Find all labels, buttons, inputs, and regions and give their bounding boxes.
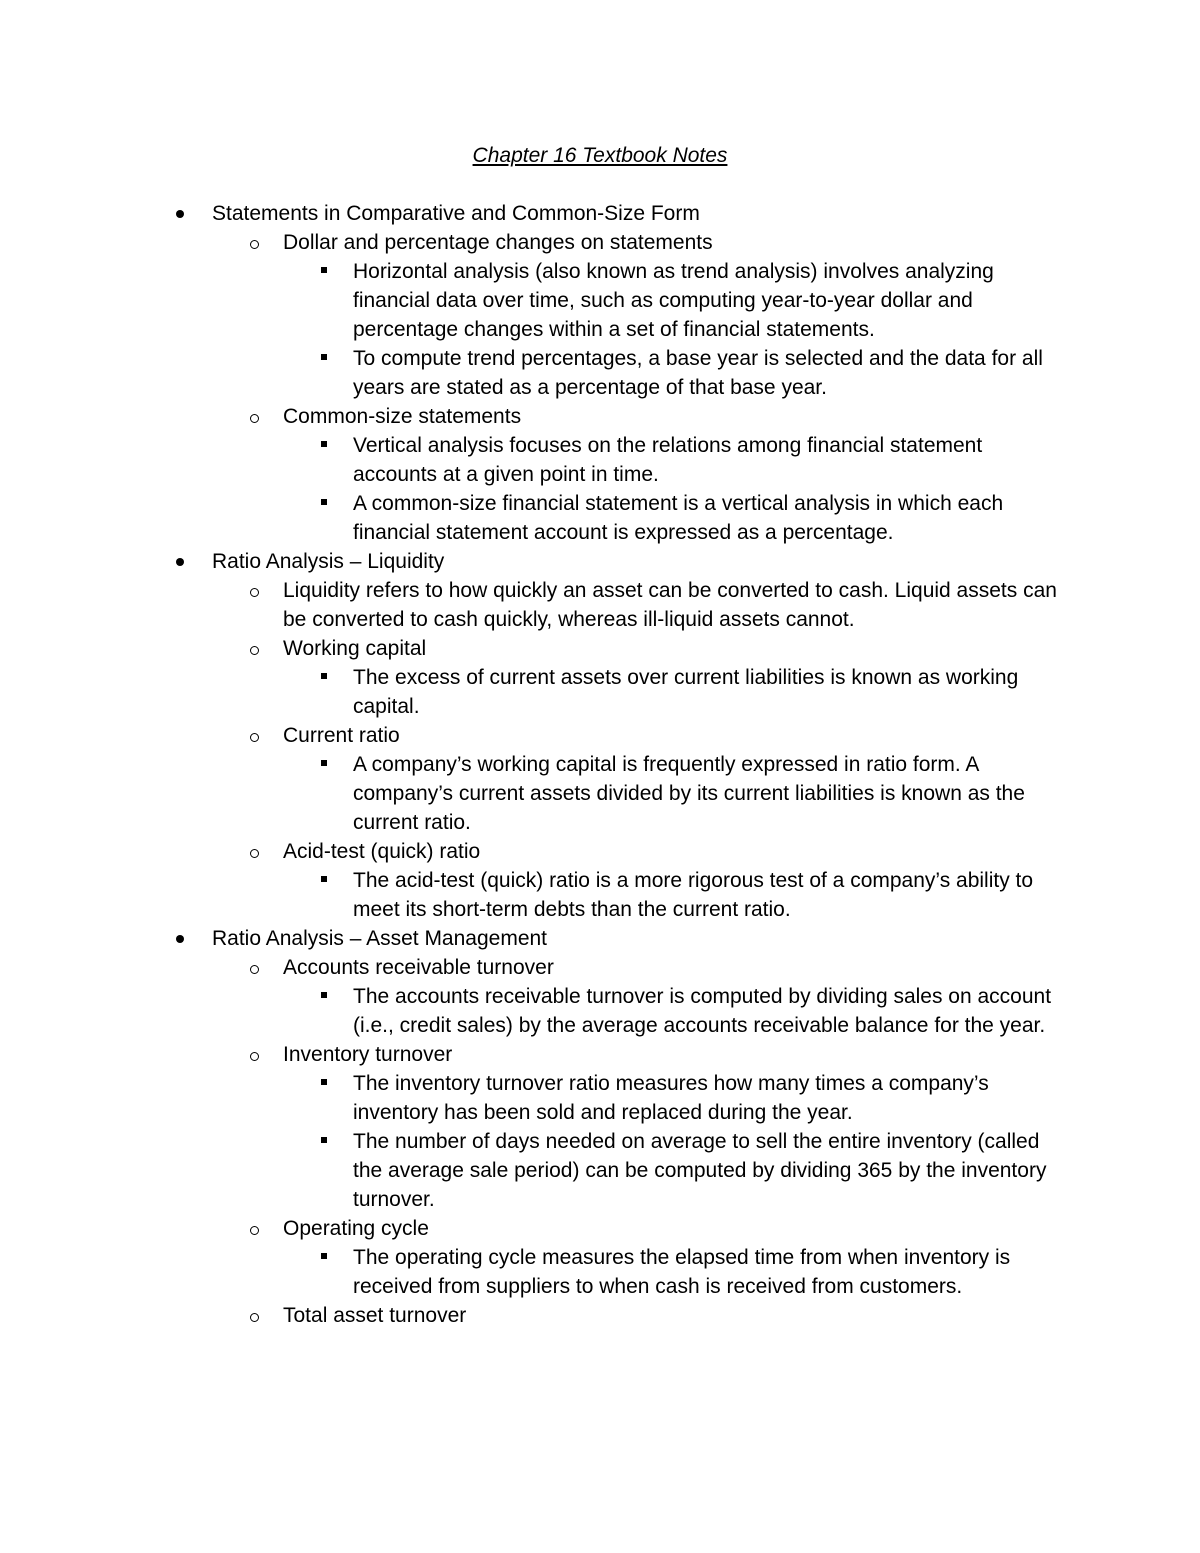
outline-item-level3 xyxy=(0,489,1200,547)
bullet-circle-icon xyxy=(243,1040,265,1069)
outline-text: Operating cycle xyxy=(283,1217,429,1240)
outline-item-level2 xyxy=(0,228,1200,257)
outline-text: Dollar and percentage changes on statements xyxy=(283,231,713,254)
outline-item-level1 xyxy=(0,199,1200,228)
outline-item-level2 xyxy=(0,721,1200,750)
outline-item-level2 xyxy=(0,953,1200,982)
bullet-square-icon xyxy=(314,750,334,779)
bullet-square-icon xyxy=(314,489,334,518)
outline-item-level2 xyxy=(0,1040,1200,1069)
outline-text: Common-size statements xyxy=(283,405,522,428)
outline-item-level2 xyxy=(0,576,1200,634)
outline-text: Total asset turnover xyxy=(283,1304,467,1327)
outline-item-level3 xyxy=(0,982,1200,1040)
outline-text: A company’s working capital is frequently expressed in ratio form. A company’s current assets divided by its current liabilities is known as the current ratio. xyxy=(353,753,1025,834)
bullet-dot-icon xyxy=(170,547,190,576)
outline-text: Accounts receivable turnover xyxy=(283,956,554,979)
outline-item-level2 xyxy=(0,634,1200,663)
outline-item-level3 xyxy=(0,431,1200,489)
page-title: Chapter 16 Textbook Notes xyxy=(472,144,728,167)
outline-item-level3 xyxy=(0,1127,1200,1214)
outline-item-level3 xyxy=(0,257,1200,344)
outline-text: The number of days needed on average to sell the entire inventory (called the average sale period) can be computed by dividing 365 by the inventory turnover. xyxy=(353,1130,1047,1211)
outline-item-level3 xyxy=(0,1069,1200,1127)
outline-text: Ratio Analysis – Liquidity xyxy=(212,550,445,573)
outline-item-level2 xyxy=(0,837,1200,866)
bullet-square-icon xyxy=(314,257,334,286)
outline-text: Working capital xyxy=(283,637,427,660)
outline-item-level3 xyxy=(0,344,1200,402)
outline-item-level1 xyxy=(0,547,1200,576)
outline-text: Inventory turnover xyxy=(283,1043,453,1066)
outline-item-level3 xyxy=(0,1243,1200,1301)
bullet-square-icon xyxy=(314,1243,334,1272)
notes-outline xyxy=(0,199,1200,1330)
outline-item-level3 xyxy=(0,866,1200,924)
outline-item-level2 xyxy=(0,1214,1200,1243)
bullet-square-icon xyxy=(314,866,334,895)
outline-text: Statements in Comparative and Common-Size Form xyxy=(212,202,700,225)
bullet-circle-icon xyxy=(243,1301,265,1330)
outline-text: Liquidity refers to how quickly an asset can be converted to cash. Liquid assets can be converted to cash quickly, whereas ill-liquid assets cannot. xyxy=(283,579,1057,631)
outline-text: Horizontal analysis (also known as trend analysis) involves analyzing financial data over time, such as computing year-to-year dollar and percentage changes within a set of financial statements. xyxy=(353,260,994,341)
bullet-dot-icon xyxy=(170,199,190,228)
bullet-square-icon xyxy=(314,431,334,460)
outline-text: The operating cycle measures the elapsed time from when inventory is received from suppliers to when cash is received from customers. xyxy=(353,1246,1011,1298)
bullet-square-icon xyxy=(314,1069,334,1098)
outline-text: To compute trend percentages, a base year is selected and the data for all years are stated as a percentage of that base year. xyxy=(353,347,1043,399)
bullet-circle-icon xyxy=(243,576,265,605)
outline-text: Acid-test (quick) ratio xyxy=(283,840,481,863)
outline-text: The accounts receivable turnover is computed by dividing sales on account (i.e., credit sales) by the average accounts receivable balance for the year. xyxy=(353,985,1052,1037)
outline-text: Current ratio xyxy=(283,724,400,747)
bullet-square-icon xyxy=(314,982,334,1011)
outline-item-level3 xyxy=(0,663,1200,721)
bullet-square-icon xyxy=(314,344,334,373)
bullet-dot-icon xyxy=(170,924,190,953)
bullet-circle-icon xyxy=(243,721,265,750)
bullet-circle-icon xyxy=(243,953,265,982)
bullet-circle-icon xyxy=(243,228,265,257)
outline-text: Vertical analysis focuses on the relations among financial statement accounts at a given point in time. xyxy=(353,434,983,486)
outline-item-level2 xyxy=(0,1301,1200,1330)
outline-item-level2 xyxy=(0,402,1200,431)
bullet-square-icon xyxy=(314,663,334,692)
bullet-square-icon xyxy=(314,1127,334,1156)
outline-item-level1 xyxy=(0,924,1200,953)
outline-text: The inventory turnover ratio measures how many times a company’s inventory has been sold and replaced during the year. xyxy=(353,1072,989,1124)
bullet-circle-icon xyxy=(243,1214,265,1243)
bullet-circle-icon xyxy=(243,634,265,663)
outline-text: The acid-test (quick) ratio is a more rigorous test of a company’s ability to meet its short-term debts than the current ratio. xyxy=(353,869,1034,921)
bullet-circle-icon xyxy=(243,837,265,866)
outline-text: A common-size financial statement is a vertical analysis in which each financial statement account is expressed as a percentage. xyxy=(353,492,1004,544)
outline-item-level3 xyxy=(0,750,1200,837)
bullet-circle-icon xyxy=(243,402,265,431)
outline-text: The excess of current assets over current liabilities is known as working capital. xyxy=(353,666,1019,718)
outline-text: Ratio Analysis – Asset Management xyxy=(212,927,548,950)
